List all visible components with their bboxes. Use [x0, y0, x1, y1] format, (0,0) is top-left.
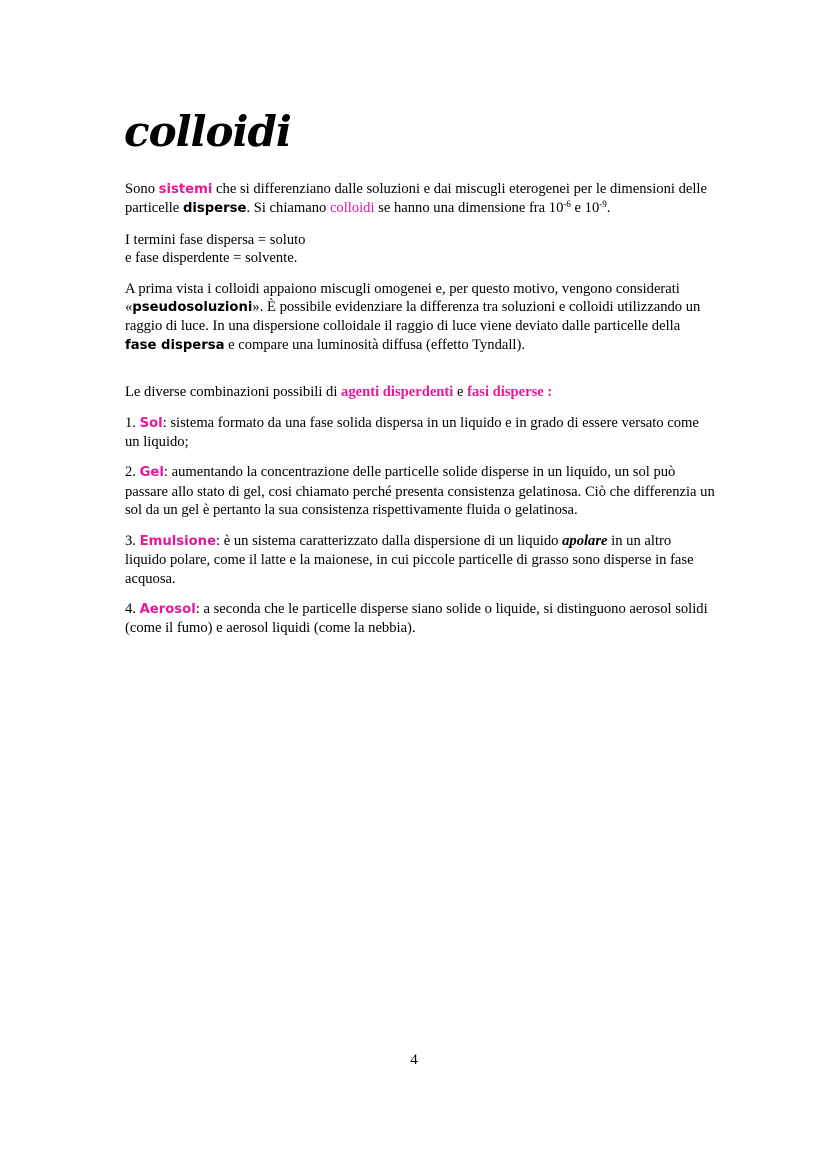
keyword-fasi-disperse: fasi disperse :	[467, 384, 553, 401]
item-text: : aumentando la concentrazione delle particelle solide disperse in un liquido, un sol può passare allo stato di gel, cosi chiamato perché presenta consistenza gelatinosa. Ciò che differenzia un sol da un gel è pertanto la sua consistenza rispettivamente fluida o gelatinosa.	[125, 464, 715, 519]
page-number: 4	[410, 1052, 418, 1068]
list-item-gel	[125, 463, 715, 519]
item-number: 3.	[125, 532, 140, 549]
item-text: : a seconda che le particelle disperse siano solide o liquide, si distinguono aerosol solidi (come il fumo) e aerosol liquidi (come la nebbia).	[125, 600, 708, 637]
keyword-sistemi: sistemi	[158, 182, 213, 197]
term-emulsione: Emulsione	[139, 533, 217, 549]
item-number: 4.	[125, 600, 140, 617]
item-number: 2.	[125, 464, 140, 481]
term-aerosol: Aerosol	[139, 601, 196, 617]
text-line: I termini fase dispersa = soluto	[125, 231, 306, 248]
intro-paragraph-2	[125, 231, 715, 268]
text-run: che si differenziano dalle soluzioni e dai miscugli eterogenei per le dimensioni delle particelle	[125, 181, 707, 217]
item-text: : sistema formato da una fase solida dispersa in un liquido e in grado di essere versato come un liquido;	[125, 414, 699, 451]
text-run: Sono	[125, 181, 159, 197]
text-run: Le diverse combinazioni possibili di	[125, 384, 342, 401]
exponent: -9	[599, 199, 607, 210]
item-number: 1.	[125, 414, 140, 431]
page-title: colloidi	[124, 107, 291, 156]
list-item-emulsione	[125, 532, 715, 588]
text-run: .	[606, 200, 611, 217]
item-text: : è un sistema caratterizzato dalla dispersione di un liquido	[216, 532, 563, 549]
text-run: e 10	[570, 200, 600, 217]
keyword-disperse: disperse	[182, 201, 247, 217]
exponent: -6	[563, 199, 571, 210]
keyword-agenti-disperdenti: agenti disperdenti	[341, 384, 454, 401]
term-gel: Gel	[139, 465, 164, 481]
list-item-sol	[125, 414, 715, 452]
text-run: se hanno una dimensione fra 10	[374, 200, 564, 217]
text-run: e compare una luminosità diffusa (effetto Tyndall).	[224, 336, 525, 353]
list-item-aerosol	[125, 600, 715, 638]
term-sol: Sol	[139, 415, 163, 431]
text-run: A prima vista i colloidi appaiono miscugli omogenei e, per questo motivo, vengono considerati «	[125, 280, 680, 316]
page-body	[125, 180, 715, 650]
text-run: . Si chiamano	[246, 200, 330, 217]
text-run: e	[453, 384, 468, 401]
keyword-colloidi: colloidi	[329, 200, 375, 217]
emphasis-apolare: apolare	[562, 532, 608, 549]
keyword-pseudosoluzioni: pseudosoluzioni	[132, 300, 253, 316]
intro-paragraph-1	[125, 180, 715, 219]
text-line: e fase disperdente = solvente.	[125, 250, 298, 267]
combinations-lead	[125, 383, 715, 401]
intro-paragraph-3	[125, 280, 715, 356]
item-text: in un altro liquido polare, come il latte e la maionese, in cui piccole particelle di grasso sono disperse in fase acquosa.	[125, 532, 694, 587]
text-run: ». È possibile evidenziare la differenza tra soluzioni e colloidi utilizzando un raggio di luce. In una dispersione colloidale il raggio di luce viene deviato dalle particelle della	[125, 299, 701, 335]
keyword-fase-dispersa: fase dispersa	[125, 337, 225, 353]
